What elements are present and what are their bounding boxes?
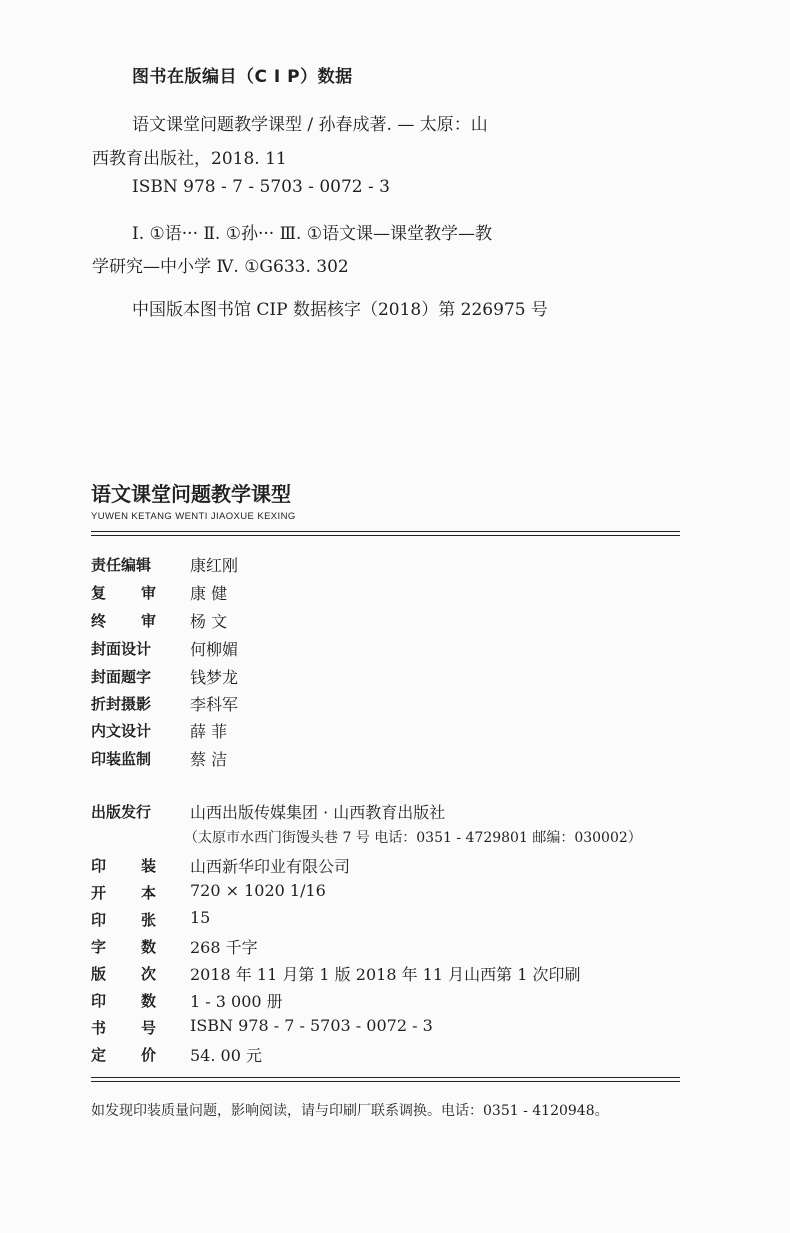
detail-value: 54. 00 元 [190, 1046, 262, 1065]
staff-label: 责任编辑 [91, 556, 152, 574]
detail-value: 268 千字 [190, 938, 258, 957]
staff-label: 封面设计 [91, 640, 152, 658]
detail-label: 版次 [91, 965, 192, 983]
staff-value: 蔡 洁 [190, 750, 228, 769]
detail-value: 1 - 3 000 册 [190, 992, 283, 1011]
cip-line-4: Ⅰ. ①语··· Ⅱ. ①孙··· Ⅲ. ①语文课—课堂教学—教 [132, 224, 493, 244]
divider-double-bottom-2 [91, 1081, 680, 1082]
divider-double-top-1 [91, 531, 680, 532]
cip-line-2: 西教育出版社，2018. 11 [92, 149, 287, 169]
detail-value: 山西新华印业有限公司 [190, 857, 351, 876]
detail-value: 720 × 1020 1/16 [190, 881, 326, 900]
staff-label: 折封摄影 [91, 695, 152, 713]
detail-label: 书号 [91, 1019, 192, 1037]
detail-label: 印张 [91, 911, 192, 929]
staff-label: 内文设计 [91, 722, 152, 740]
detail-label: 印装 [91, 857, 192, 875]
detail-value: 2018 年 11 月第 1 版 2018 年 11 月山西第 1 次印刷 [190, 965, 581, 984]
publisher-address: （太原市水西门街馒头巷 7 号 电话：0351 - 4729801 邮编：030002） [184, 830, 642, 846]
book-title: 语文课堂问题教学课型 [91, 482, 291, 506]
staff-label: 复审 [91, 584, 192, 602]
staff-value: 薛 菲 [190, 722, 228, 741]
staff-value: 康红刚 [190, 556, 239, 575]
divider-double-top-2 [91, 535, 680, 536]
quality-notice: 如发现印装质量问题，影响阅读，请与印刷厂联系调换。电话：0351 - 4120948。 [91, 1103, 609, 1119]
staff-value: 李科军 [190, 695, 239, 714]
detail-value: 15 [190, 908, 211, 927]
staff-label: 终审 [91, 612, 192, 630]
staff-label: 封面题字 [91, 668, 152, 686]
publisher-label: 出版发行 [91, 803, 152, 821]
cip-line-1: 语文课堂问题教学课型 / 孙春成著. — 太原：山 [132, 115, 488, 135]
detail-value: ISBN 978 - 7 - 5703 - 0072 - 3 [190, 1016, 433, 1035]
staff-value: 杨 文 [190, 612, 228, 631]
detail-label: 开本 [91, 884, 192, 902]
detail-label: 印数 [91, 992, 192, 1010]
staff-label: 印装监制 [91, 750, 152, 768]
cip-heading: 图书在版编目（C I P）数据 [132, 67, 353, 87]
staff-value: 钱梦龙 [190, 668, 239, 687]
cip-line-3: ISBN 978 - 7 - 5703 - 0072 - 3 [132, 177, 390, 197]
staff-value: 何柳媚 [190, 640, 239, 659]
book-pinyin: YUWEN KETANG WENTI JIAOXUE KEXING [91, 511, 296, 522]
divider-double-bottom-1 [91, 1077, 680, 1078]
staff-value: 康 健 [190, 584, 228, 603]
detail-label: 定价 [91, 1046, 192, 1064]
cip-line-5: 学研究—中小学 Ⅳ. ①G633. 302 [92, 257, 349, 277]
cip-line-6: 中国版本图书馆 CIP 数据核字（2018）第 226975 号 [132, 300, 548, 320]
publisher-value: 山西出版传媒集团 · 山西教育出版社 [190, 803, 446, 822]
detail-label: 字数 [91, 938, 192, 956]
